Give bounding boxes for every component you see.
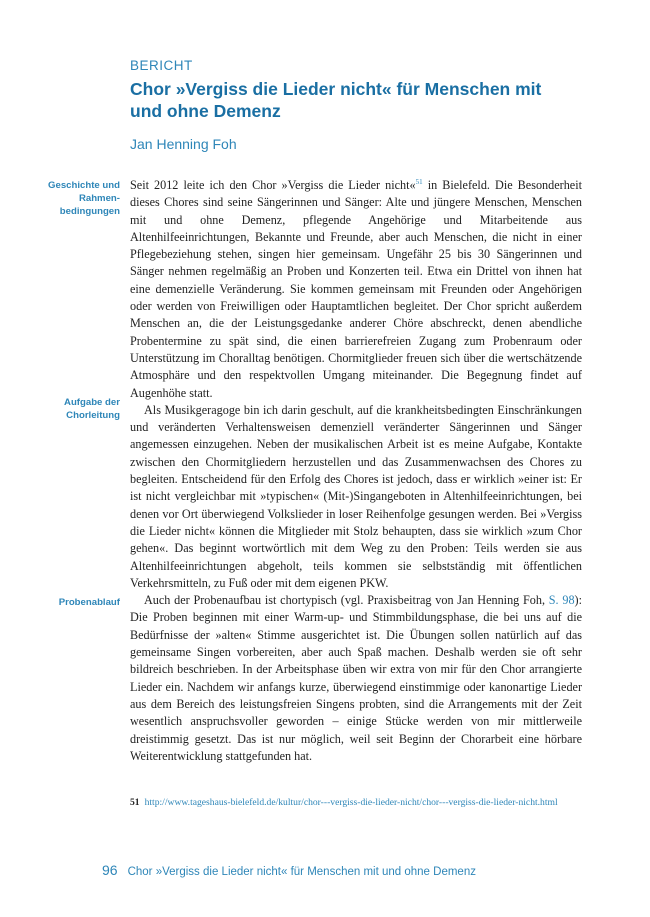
page-reference-link[interactable]: S. 98 bbox=[548, 593, 575, 608]
running-title: Chor »Vergiss die Lieder nicht« für Menschen mit und ohne Demenz bbox=[127, 866, 476, 878]
paragraph-3-text-start: Auch der Probenaufbau ist chortypisch (vgl. Praxisbeitrag von Jan Henning Foh, bbox=[144, 593, 549, 608]
sidenote-rehearsal: Probenablauf bbox=[58, 597, 120, 608]
footnote-reference[interactable]: 51 bbox=[415, 177, 423, 186]
footnote-url-link[interactable]: http://www.tageshaus-bielefeld.de/kultur/chor---vergiss-die-lieder-nicht/chor---vergiss-die-lieder-nicht.html bbox=[144, 797, 558, 808]
paragraph-1-text-end: in Bielefeld. Die Besonderheit dieses Chores sind seine Sängerinnen und Sänger: Alte und jüngere Menschen, Menschen mit und ohne Demenz, pflegende Angehörige und Mitarbeitende aus Altenhilfeeinrichtungen, Bekannte und Freunde, aber auch Menschen, die nicht in einer Pflegebeziehung stehen, singen hier gemeinsam. Ungefähr 25 bis 30 Sängerinnen und Sänger nehmen regelmäßig an Proben und Konzerten teil. Etwa ein Drittel von ihnen hat eine demenzielle Veränderung. Sie kommen gemeinsam mit Freunden oder Angehörigen oder werden von Freiwilligen oder Hauptamtlichen begleitet. Der Chor spricht außerdem Menschen an, die der Leistungsgedanke anderer Chöre abschreckt, denen abendliche Probentermine zu spät sind, die einen barrierefreien Zugang zum Probenraum oder Unterstützung im Choralltag benötigen. Chormitglieder freuen sich über die wertschätzende Atmosphäre und den respektvollen Umgang miteinander. Die Begegnung findet auf Augenhöhe statt. bbox=[130, 178, 582, 400]
article-title: Chor »Vergiss die Lieder nicht« für Menschen mit und ohne Demenz bbox=[130, 79, 542, 121]
paragraph-3-text-end: ): Die Proben beginnen mit einer Warm-up- und Stimmbildungsphase, die bei uns auf die Bedürfnisse der »alten« Stimme ausgerichtet ist. Die Übungen sollen natürlich auf das gemeinsame Singen vorbereiten, aber auch Spaß machen. Deshalb werden sie oft sehr bildreich beschrieben. In der Arbeitsphase üben wir extra von mir für den Chor arrangierte Lieder ein. Nachdem wir anfangs kurze, überwiegend einstimmige oder kanonartige Lieder aus dem Bereich des leistungsfreien Singens probten, sind die Arrangements mit der Zeit wesentlich anspruchsvoller geworden – einige Stücke werden von mir mittlerweile dreistimmig gesetzt. Das ist nur möglich, weil seit Beginn der Chorarbeit eine hörbare Weiterentwicklung stattgefunden hat. bbox=[130, 593, 582, 763]
author-name: Jan Henning Foh bbox=[130, 136, 237, 152]
sidenote-task: Aufgabe der Chorleitung bbox=[64, 397, 120, 421]
footnote-number: 51 bbox=[130, 797, 140, 808]
paragraph-1-text-start: Seit 2012 leite ich den Chor »Vergiss die Lieder nicht« bbox=[130, 178, 416, 192]
article-body bbox=[130, 177, 582, 765]
footnote bbox=[130, 796, 582, 810]
section-label: BERICHT bbox=[130, 58, 193, 73]
page-footer bbox=[102, 862, 476, 878]
paragraph-3 bbox=[130, 592, 582, 765]
paragraph-1 bbox=[130, 177, 582, 402]
sidenote-history: Geschichte und Rahmenbedingungen bbox=[48, 180, 120, 217]
page-number: 96 bbox=[102, 862, 118, 878]
paragraph-2: Als Musikgeragoge bin ich darin geschult, auf die krankheitsbedingten Einschränkungen und veränderten Verhaltensweisen demenziell veränderter Sängerinnen und Sänger angemessen einzugehen. Neben der musikalischen Arbeit ist es meine Aufgabe, Kontakte zwischen den Chormitgliedern herzustellen und das Zusammenwachsen des Chores zu begleiten. Entscheidend für den Erfolg des Chores ist jedoch, dass er wirklich »einer ist: Er ist nicht vergleichbar mit »typischen« (Mit-)Singangeboten in Altenhilfeeinrichtungen, bei denen vor Ort überwiegend Volkslieder in loser Reihenfolge gesungen werden. Bei »Vergiss die Lieder nicht« können die Mitglieder mit Stolz behaupten, dass sie wirklich »zum Chor gehen«. Das beginnt wortwörtlich mit dem Weg zu den Proben: Teils werden sie aus Altenhilfeeinrichtungen abgeholt, teils kommen sie selbstständig mit öffentlichen Verkehrsmitteln, zu Fuß oder mit dem eigenen PKW. bbox=[130, 402, 582, 590]
